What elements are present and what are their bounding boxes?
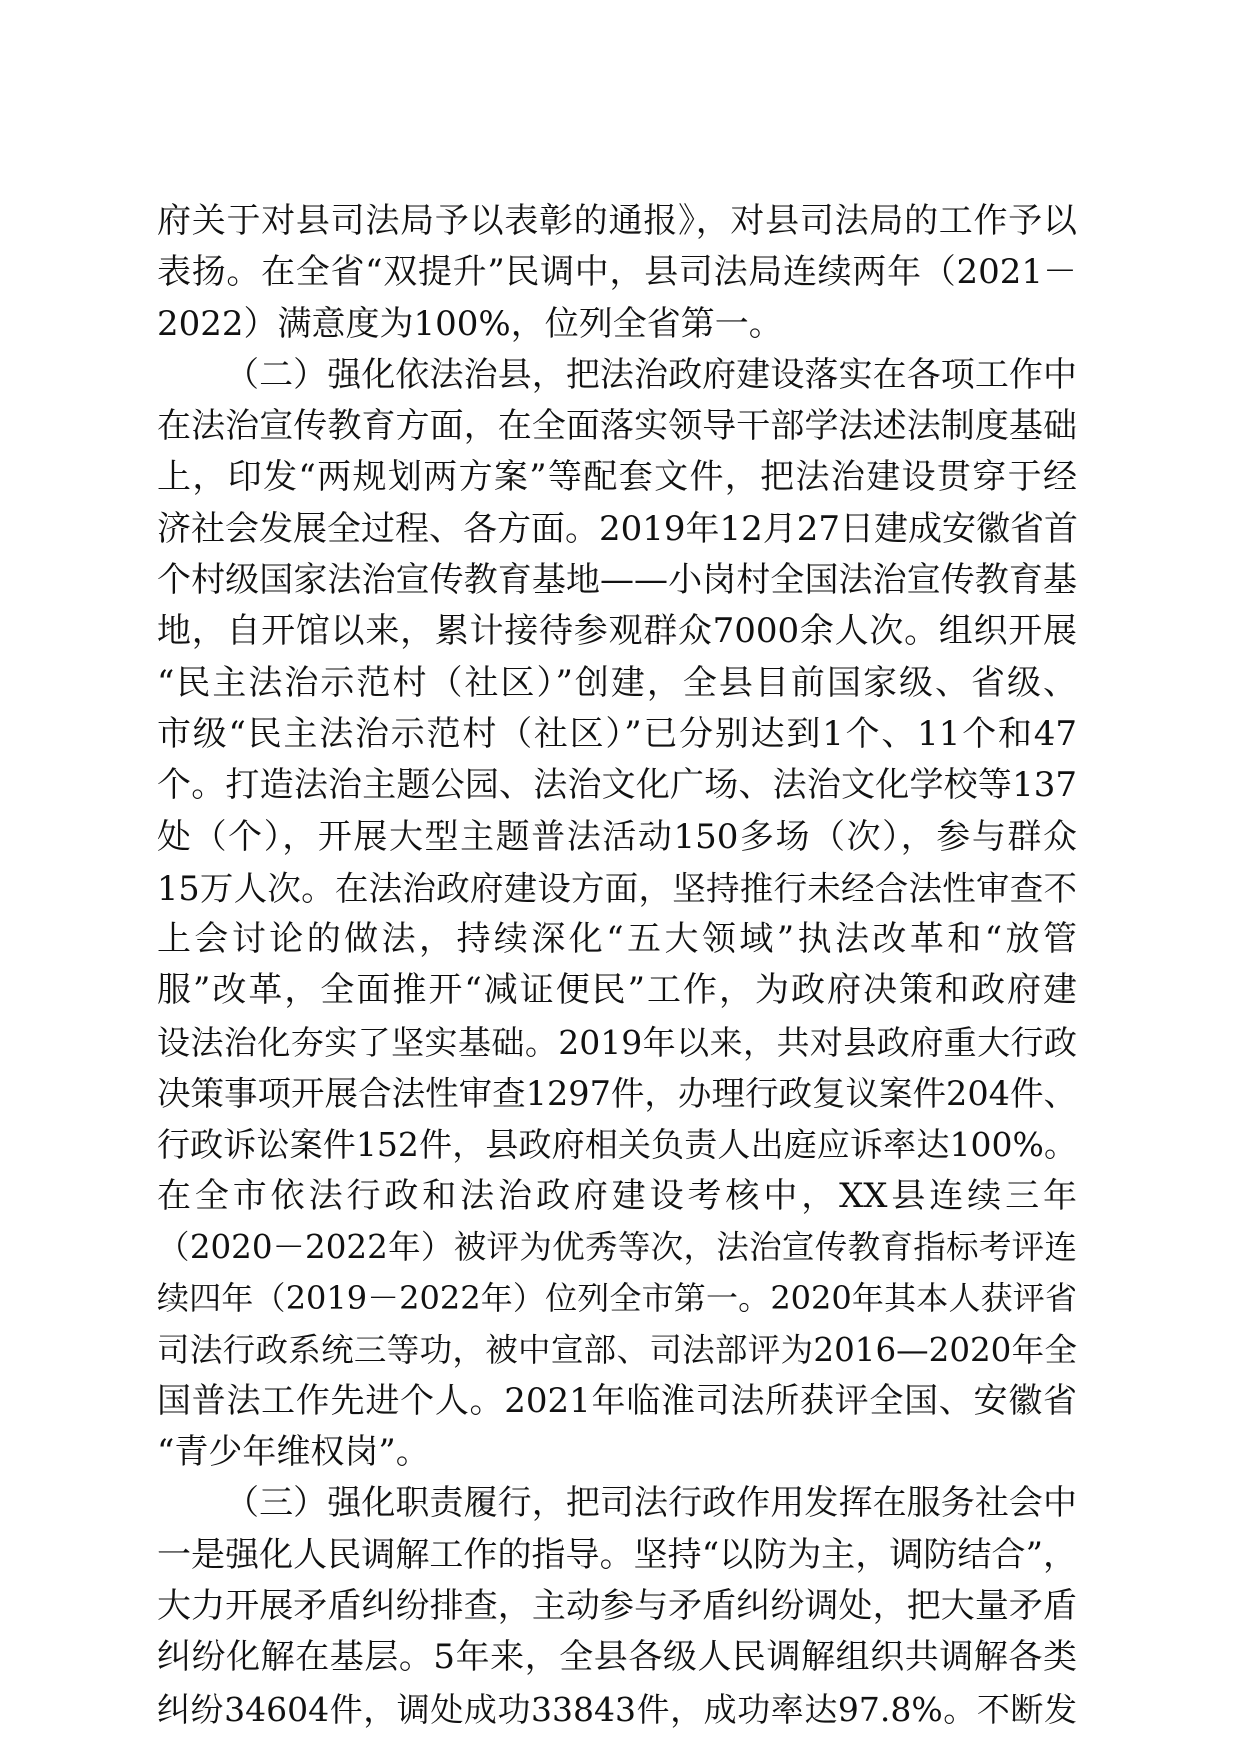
text-line: 在全市依法行政和法治政府建设考核中，XX县连续三年 [157, 1175, 1077, 1216]
text-line: “民主法治示范村（社区）”创建，全县目前国家级、省级、 [157, 662, 1077, 703]
text-line: （2020－2022年）被评为优秀等次，法治宣传教育指标考评连 [157, 1227, 1077, 1266]
text-line: 15万人次。在法治政府建设方面，坚持推行未经合法性审查不 [157, 868, 1077, 908]
text-line: 处（个），开展大型主题普法活动150多场（次），参与群众 [157, 816, 1077, 857]
document-body [157, 196, 1077, 1735]
section-heading-line: （二）强化依法治县，把法治政府建设落实在各项工作中 [225, 354, 1077, 395]
section-heading-line: （三）强化职责履行，把司法行政作用发挥在服务社会中 [225, 1483, 1077, 1524]
text-line: 司法行政系统三等功，被中宣部、司法部评为2016—2020年全 [157, 1330, 1077, 1369]
text-line: 济社会发展全过程、各方面。2019年12月27日建成安徽省首 [157, 508, 1079, 549]
text-line: 府关于对县司法局予以表彰的通报》，对县司法局的工作予以 [157, 201, 1077, 241]
text-line: 上，印发“两规划两方案”等配套文件，把法治建设贯穿于经 [157, 457, 1077, 498]
text-line: 纠纷34604件，调处成功33843件，成功率达97.8%。不断发 [157, 1689, 1077, 1729]
text-line: 服”改革，全面推开“减证便民”工作，为政府决策和政府建 [157, 970, 1077, 1011]
text-line: 在法治宣传教育方面，在全面落实领导干部学法述法制度基础 [157, 406, 1077, 447]
text-line: 市级“民主法治示范村（社区）”已分别达到1个、11个和47 [157, 713, 1077, 754]
text-line: 续四年（2019－2022年）位列全市第一。2020年其本人获评省 [157, 1279, 1077, 1318]
text-line: 一是强化人民调解工作的指导。坚持“以防为主，调防结合”， [157, 1534, 1077, 1575]
text-line: 上会讨论的做法，持续深化“五大领域”执法改革和“放管 [157, 919, 1077, 960]
text-line: 纠纷化解在基层。5年来，全县各级人民调解组织共调解各类 [157, 1637, 1077, 1678]
text-line: 地，自开馆以来，累计接待参观群众7000余人次。组织开展 [157, 611, 1077, 652]
text-line: 2022）满意度为100%，位列全省第一。 [157, 303, 783, 344]
text-line: 设法治化夯实了坚实基础。2019年以来，共对县政府重大行政 [157, 1022, 1077, 1062]
text-line: 决策事项开展合法性审查1297件，办理行政复议案件204件、 [157, 1074, 1077, 1114]
text-line: 个。打造法治主题公园、法治文化广场、法治文化学校等137 [157, 765, 1077, 806]
text-line: 国普法工作先进个人。2021年临淮司法所获评全国、安徽省 [157, 1380, 1077, 1421]
text-line: 行政诉讼案件152件，县政府相关负责人出庭应诉率达100%。 [157, 1125, 1077, 1165]
text-line: “青少年维权岗”。 [157, 1432, 430, 1473]
text-line: 表扬。在全省“双提升”民调中，县司法局连续两年（2021－ [157, 252, 1077, 293]
text-line: 大力开展矛盾纠纷排查，主动参与矛盾纠纷调处，把大量矛盾 [157, 1586, 1077, 1627]
text-line: 个村级国家法治宣传教育基地——小岗村全国法治宣传教育基 [157, 560, 1077, 601]
